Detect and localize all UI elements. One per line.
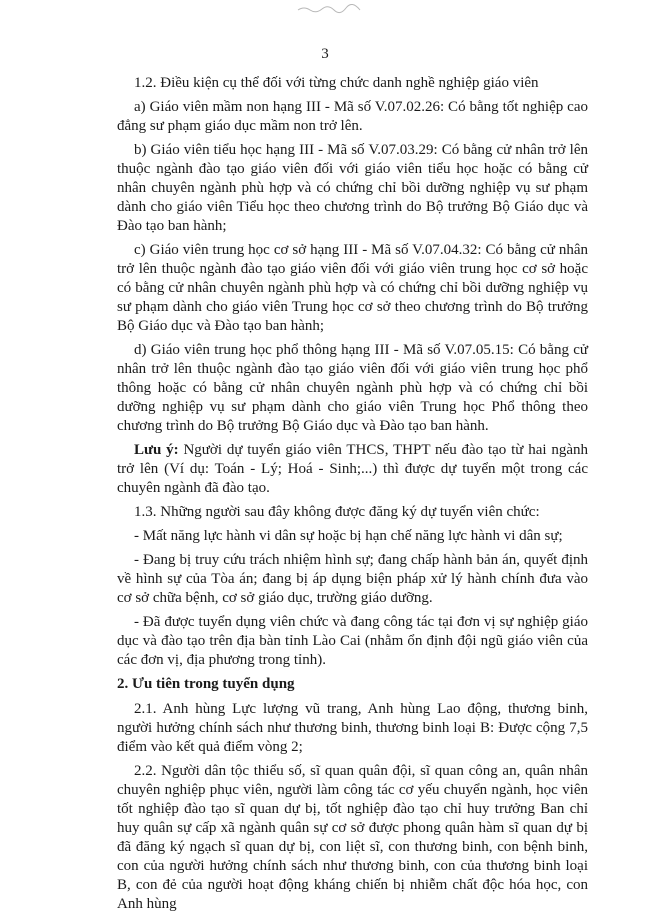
section-2-2: 2.2. Người dân tộc thiểu số, sĩ quan quân đội, sĩ quan công an, quân nhân chuyên nghiệp phục viên, người làm công tác cơ yếu chuyển ngành, học viên tốt nghiệp đào tạo sĩ quan dự bị, tốt nghiệp đào tạo chỉ huy trưởng Ban chỉ huy quân sự cấp xã ngành quân sự cơ sở được phong quân hàm sĩ quan dự bị đã đăng ký ngạch sĩ quan dự bị, con liệt sĩ, con thương binh, con bệnh binh, con của người hưởng chính sách như thương binh, con của thương binh loại B, con đẻ của người hoạt động kháng chiến bị nhiễm chất độc hóa học, con Anh hùng	[117, 763, 588, 912]
item-a: a) Giáo viên mầm non hạng III - Mã số V.07.02.26: Có bằng tốt nghiệp cao đẳng sư phạm giáo dục mầm non trở lên.	[117, 99, 588, 134]
page-number: 3	[321, 46, 329, 62]
section-1-3-item-3: - Đã được tuyển dụng viên chức và đang công tác tại đơn vị sự nghiệp giáo dục và đào tạo trên địa bàn tỉnh Lào Cai (nhằm ổn định đội ngũ giáo viên của các đơn vị, địa phương trong tỉnh).	[117, 614, 588, 668]
note-paragraph	[117, 441, 588, 498]
section-1-2-heading: 1.2. Điều kiện cụ thể đối với từng chức danh nghề nghiệp giáo viên	[134, 75, 539, 91]
item-c: c) Giáo viên trung học cơ sở hạng III - Mã số V.07.04.32: Có bằng cử nhân trở lên thuộc ngành đào tạo giáo viên đối với giáo viên trung học cơ sở hoặc có bằng cử nhân chuyên ngành phù hợp và có chứng chỉ bồi dưỡng nghiệp vụ sư phạm dành cho giáo viên Trung học cơ sở theo chương trình do Bộ trưởng Bộ Giáo dục và Đào tạo ban hành;	[117, 242, 588, 334]
section-2-1: 2.1. Anh hùng Lực lượng vũ trang, Anh hùng Lao động, thương binh, người hưởng chính sách như thương binh, thương binh loại B: Được cộng 7,5 điểm vào kết quả điểm vòng 2;	[117, 701, 588, 755]
section-1-3-item-2: - Đang bị truy cứu trách nhiệm hình sự; đang chấp hành bản án, quyết định về hình sự của Tòa án; đang bị áp dụng biện pháp xử lý hành chính đưa vào cơ sở chữa bệnh, cơ sở giáo dục, trường giáo dưỡng.	[117, 552, 588, 606]
item-d: d) Giáo viên trung học phổ thông hạng III - Mã số V.07.05.15: Có bằng cử nhân trở lên thuộc ngành đào tạo giáo viên đối với giáo viên trung học phổ thông hoặc có bằng cử nhân chuyên ngành phù hợp và có chứng chỉ bồi dưỡng nghiệp vụ sư phạm dành cho giáo viên Trung học Phổ thông theo chương trình do Bộ trưởng Bộ Giáo dục và Đào tạo ban hành.	[117, 342, 588, 434]
section-1-3-heading: 1.3. Những người sau đây không được đăng ký dự tuyển viên chức:	[134, 504, 540, 520]
note-text: Người dự tuyển giáo viên THCS, THPT nếu đào tạo từ hai ngành trở lên (Ví dụ: Toán - Lý; Hoá - Sinh;...) thì được dự tuyển một trong các chuyên ngành đã đào tạo.	[117, 442, 588, 496]
section-1-3-item-1: - Mất năng lực hành vi dân sự hoặc bị hạn chế năng lực hành vi dân sự;	[134, 528, 563, 544]
item-b: b) Giáo viên tiểu học hạng III - Mã số V.07.03.29: Có bằng cử nhân trở lên thuộc ngành đào tạo giáo viên đối với giáo viên tiểu học hoặc có bằng cử nhân chuyên ngành phù hợp và có chứng chỉ bồi dưỡng nghiệp vụ sư phạm dành cho giáo viên Tiểu học theo chương trình do Bộ trưởng Bộ Giáo dục và Đào tạo ban hành;	[117, 142, 588, 234]
section-2-heading: 2. Ưu tiên trong tuyển dụng	[117, 676, 295, 692]
note-label: Lưu ý:	[134, 442, 179, 458]
document-body	[117, 74, 588, 919]
scan-artifact-icon	[296, 4, 362, 14]
